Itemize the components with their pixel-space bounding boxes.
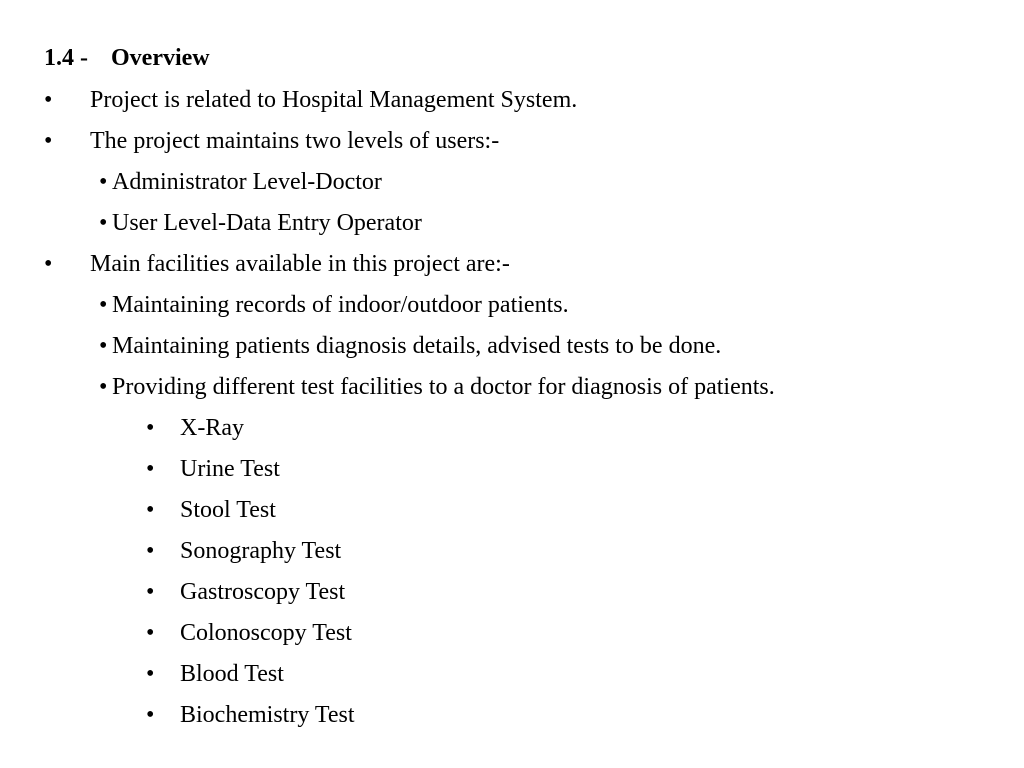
list-item: Maintaining records of indoor/outdoor patients. [112, 292, 569, 318]
bullet-icon: • [146, 579, 155, 605]
list-item: Administrator Level-Doctor [112, 169, 382, 195]
bullet-icon: • [99, 374, 108, 400]
bullet-icon: • [146, 620, 155, 646]
bullet-icon: • [99, 292, 108, 318]
bullet-icon: • [44, 128, 53, 154]
bullet-icon: • [44, 251, 53, 277]
bullet-icon: • [146, 538, 155, 564]
bullet-icon: • [99, 333, 108, 359]
bullet-icon: • [146, 702, 155, 728]
bullet-icon: • [146, 456, 155, 482]
section-heading [44, 42, 210, 74]
list-item: Gastroscopy Test [180, 579, 346, 605]
list-item: The project maintains two levels of users:- [90, 128, 500, 154]
list-item: Biochemistry Test [180, 702, 355, 728]
list-item: Stool Test [180, 497, 276, 523]
bullet-icon: • [44, 87, 53, 113]
list-item: Urine Test [180, 456, 280, 482]
list-item: Project is related to Hospital Management System. [90, 87, 578, 113]
list-item: Main facilities available in this project are:- [90, 251, 510, 277]
bullet-icon: • [146, 661, 155, 687]
section-number: 1.4 - [44, 45, 88, 71]
list-item: User Level-Data Entry Operator [112, 210, 422, 236]
bullet-icon: • [99, 210, 108, 236]
list-item: Maintaining patients diagnosis details, advised tests to be done. [112, 333, 722, 359]
bullet-icon: • [99, 169, 108, 195]
list-item: Providing different test facilities to a doctor for diagnosis of patients. [112, 374, 775, 400]
bullet-icon: • [146, 415, 155, 441]
bullet-icon: • [146, 497, 155, 523]
list-item: Colonoscopy Test [180, 620, 352, 646]
section-title: Overview [111, 45, 210, 71]
list-item: Sonography Test [180, 538, 342, 564]
list-item: Blood Test [180, 661, 284, 687]
list-item: X-Ray [180, 415, 244, 441]
